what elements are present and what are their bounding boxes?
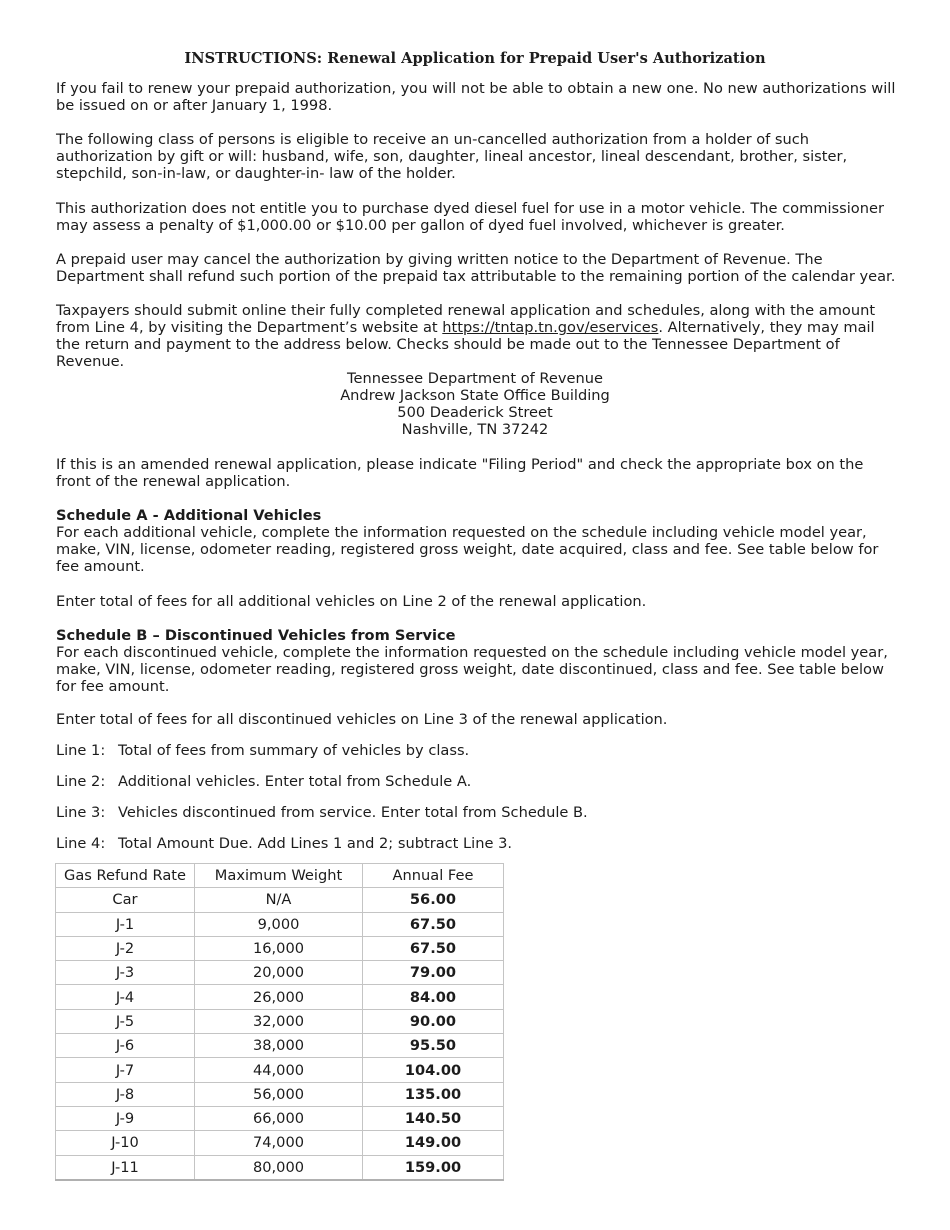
table-row xyxy=(56,888,504,912)
fee-table-header-row xyxy=(56,864,504,888)
header-annual-fee: Annual Fee xyxy=(363,864,504,888)
paragraph-submission xyxy=(56,302,901,370)
schedule-a-section xyxy=(56,507,901,575)
table-row xyxy=(56,1155,504,1180)
fee-table xyxy=(55,863,504,1181)
rate-cell: J-2 xyxy=(56,936,195,960)
table-row xyxy=(56,1009,504,1033)
schedule-a-total: Enter total of fees for all additional vehicles on Line 2 of the renewal application. xyxy=(56,593,647,610)
table-row xyxy=(56,1058,504,1082)
line-label: Line 2: xyxy=(56,773,106,790)
table-row xyxy=(56,912,504,936)
rate-cell: J-11 xyxy=(56,1155,195,1180)
line-text: Total Amount Due. Add Lines 1 and 2; subtract Line 3. xyxy=(118,835,513,852)
schedule-a-body: For each additional vehicle, complete the information requested on the schedule including vehicle model year, make, VIN, license, odometer reading, registered gross weight, date acquired, class and fee. See table below for fee amount. xyxy=(56,524,879,575)
fee-cell: 149.00 xyxy=(363,1131,504,1155)
weight-cell: 80,000 xyxy=(195,1155,363,1180)
paragraph-renewal-warning: If you fail to renew your prepaid authorization, you will not be able to obtain a new one. No new authorizations will be issued on or after January 1, 1998. xyxy=(56,80,896,114)
rate-cell: J-8 xyxy=(56,1082,195,1106)
paragraph-amended: If this is an amended renewal application, please indicate "Filing Period" and check the appropriate box on the front of the renewal application. xyxy=(56,456,864,490)
rate-cell: J-1 xyxy=(56,912,195,936)
weight-cell: 66,000 xyxy=(195,1106,363,1130)
address-line-2: Andrew Jackson State Office Building xyxy=(340,387,610,404)
submission-text-before: Taxpayers should submit online their fully completed renewal application and schedules, along with the amount from Line 4, by visiting the Department’s website at xyxy=(56,302,876,336)
weight-cell: 20,000 xyxy=(195,961,363,985)
weight-cell: 16,000 xyxy=(195,936,363,960)
table-row xyxy=(56,936,504,960)
header-maximum-weight: Maximum Weight xyxy=(195,864,363,888)
rate-cell: J-9 xyxy=(56,1106,195,1130)
table-row xyxy=(56,1082,504,1106)
line-text: Additional vehicles. Enter total from Schedule A. xyxy=(118,773,472,790)
weight-cell: 74,000 xyxy=(195,1131,363,1155)
table-row xyxy=(56,1106,504,1130)
weight-cell: 32,000 xyxy=(195,1009,363,1033)
weight-cell: 9,000 xyxy=(195,912,363,936)
fee-cell: 135.00 xyxy=(363,1082,504,1106)
fee-cell: 84.00 xyxy=(363,985,504,1009)
line-label: Line 3: xyxy=(56,804,106,821)
line-label: Line 1: xyxy=(56,742,106,759)
rate-cell: J-3 xyxy=(56,961,195,985)
schedule-b-section xyxy=(56,627,901,695)
table-row xyxy=(56,1131,504,1155)
table-row xyxy=(56,985,504,1009)
fee-cell: 140.50 xyxy=(363,1106,504,1130)
rate-cell: J-10 xyxy=(56,1131,195,1155)
table-row xyxy=(56,961,504,985)
paragraph-eligible-persons: The following class of persons is eligible to receive an un-cancelled authorization from a holder of such authorization by gift or will: husband, wife, son, daughter, lineal ancestor, lineal descendant, brother, sister, stepchild, son-in-law, or daughter-in- law of the holder. xyxy=(56,131,848,182)
table-row xyxy=(56,1034,504,1058)
schedule-b-heading: Schedule B – Discontinued Vehicles from Service xyxy=(56,627,456,644)
address-line-3: 500 Deaderick Street xyxy=(397,404,553,421)
header-gas-refund-rate: Gas Refund Rate xyxy=(56,864,195,888)
schedule-b-body: For each discontinued vehicle, complete the information requested on the schedule including vehicle model year, make, VIN, license, odometer reading, registered gross weight, date discontinued, class and fee. See table below for fee amount. xyxy=(56,644,888,695)
line-item xyxy=(56,742,856,759)
paragraph-dyed-diesel: This authorization does not entitle you to purchase dyed diesel fuel for use in a motor vehicle. The commissioner may assess a penalty of $1,000.00 or $10.00 per gallon of dyed fuel involved, whichever is greater. xyxy=(56,200,884,234)
rate-cell: J-6 xyxy=(56,1034,195,1058)
line-item xyxy=(56,773,856,790)
fee-cell: 159.00 xyxy=(363,1155,504,1180)
weight-cell: 56,000 xyxy=(195,1082,363,1106)
fee-cell: 90.00 xyxy=(363,1009,504,1033)
weight-cell: 38,000 xyxy=(195,1034,363,1058)
fee-cell: 56.00 xyxy=(363,888,504,912)
line-item xyxy=(56,835,856,852)
submission-text-after: . Alternatively, they may mail the return and payment to the address below. Checks should be made out to the Tennessee Department of Revenue. xyxy=(56,319,875,370)
fee-cell: 67.50 xyxy=(363,936,504,960)
fee-cell: 67.50 xyxy=(363,912,504,936)
mailing-address xyxy=(0,370,950,438)
address-line-4: Nashville, TN 37242 xyxy=(401,421,549,438)
weight-cell: N/A xyxy=(195,888,363,912)
rate-cell: J-5 xyxy=(56,1009,195,1033)
eservices-link[interactable]: https://tntap.tn.gov/eservices xyxy=(442,319,659,336)
fee-cell: 104.00 xyxy=(363,1058,504,1082)
address-line-1: Tennessee Department of Revenue xyxy=(347,370,603,387)
paragraph-cancellation: A prepaid user may cancel the authorization by giving written notice to the Department of Revenue. The Department shall refund such portion of the prepaid tax attributable to the remaining portion of the calendar year. xyxy=(56,251,896,285)
schedule-b-total: Enter total of fees for all discontinued vehicles on Line 3 of the renewal application. xyxy=(56,711,668,728)
line-label: Line 4: xyxy=(56,835,106,852)
weight-cell: 44,000 xyxy=(195,1058,363,1082)
line-text: Total of fees from summary of vehicles by class. xyxy=(118,742,470,759)
page-title: INSTRUCTIONS: Renewal Application for Prepaid User's Authorization xyxy=(184,50,766,67)
rate-cell: Car xyxy=(56,888,195,912)
rate-cell: J-4 xyxy=(56,985,195,1009)
rate-cell: J-7 xyxy=(56,1058,195,1082)
fee-cell: 95.50 xyxy=(363,1034,504,1058)
line-text: Vehicles discontinued from service. Enter total from Schedule B. xyxy=(118,804,588,821)
schedule-a-heading: Schedule A - Additional Vehicles xyxy=(56,507,322,524)
fee-cell: 79.00 xyxy=(363,961,504,985)
line-item xyxy=(56,804,856,821)
weight-cell: 26,000 xyxy=(195,985,363,1009)
